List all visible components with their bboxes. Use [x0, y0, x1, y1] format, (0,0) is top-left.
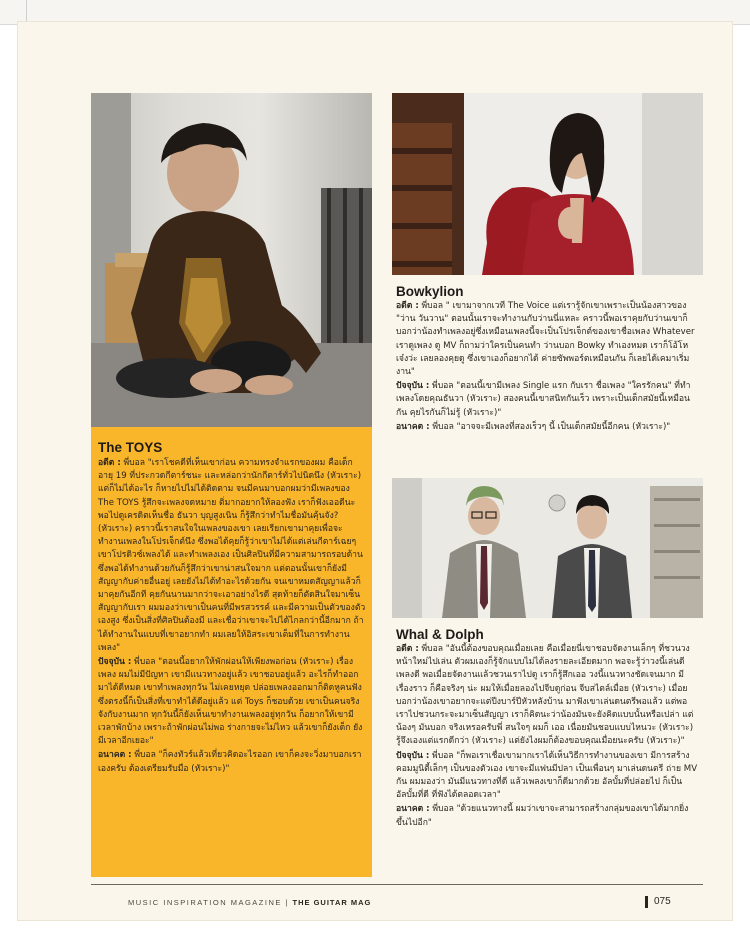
- footer-separator: |: [285, 898, 289, 907]
- present-text: พี่บอล "ตอนนี้อยากให้พักผ่อนให้เพียงพอก่อน (หัวเราะ) เรื่องเพลง ผมไม่มีปัญหา เขามีแนวทางอยู่แล้ว เขาชอบอยู่แล้ว อะไรก็ทำออกมาได้ดีหมด เขาทำเพลงทุกวัน ไม่เคยหยุด ปล่อยเพลงออกมาก็ติดหูคนฟัง ซึ่งตรงนี้ก็เป็นสิ่งที่เขาทำได้ดีอยู่แล้ว แต่ Toys ก็ชอบด้วย เขาเป็นคนจริงจังกับงานมาก ทุกวันนี้ก็ยังเห็นเขาทำงานเพลงอยู่ทุกวัน ก็อยากให้เขามีเวลาพักบ้าง เพราะถ้าพักผ่อนไม่พอ ร่างกายจะไม่ไหว แล้วเขาก็ยังเด็ก ยังมีเวลาอีกเยอะ": [98, 657, 363, 747]
- page-number: 075: [654, 896, 671, 907]
- the-toys-photo: [91, 93, 372, 427]
- footer-rule: [91, 884, 703, 885]
- whal-dolph-past: [396, 643, 698, 749]
- bowkylion-past: [396, 300, 698, 379]
- magazine-brand: THE GUITAR MAG: [292, 898, 372, 907]
- whal-dolph-heading: Whal & Dolph: [396, 627, 484, 642]
- page-number-mark: [645, 896, 648, 908]
- magazine-page: [18, 22, 732, 920]
- whal-dolph-present: [396, 750, 698, 803]
- past-label: อดีต :: [396, 644, 419, 654]
- past-label: อดีต :: [98, 458, 121, 468]
- whal-dolph-photo: [392, 478, 703, 618]
- whal-dolph-article: [396, 643, 698, 831]
- future-text: พี่บอล "ด้วยแนวทางนี้ ผมว่าเขาจะสามารถสร้างกลุ่มของเขาได้มากยิ่งขึ้นไปอีก": [396, 804, 689, 828]
- future-text: พี่บอล "ก็คงทัวร์แล้วเที่ยวคิดอะไรออก เขาก็คงจะวิ่งมาบอกเราเองครับ ต้องเตรียมรับมือ (หัวเราะ)": [98, 750, 362, 774]
- past-text: พี่บอล "อันนี้ต้องขอบคุณเมื่อยเลย คือเมื่อยนี่เขาชอบจัดงานเล็กๆ ที่ชวนวงหน้าใหม่ไปเล่น ตัวผมเองก็รู้จักแบบไม่ได้ลงรายละเอียดมาก พอจะรู้ว่าวงนี้เล่นดี เพลงดี พอเมื่อยจัดงานแล้วชวนเราไปดู เราก็รู้สึกเออ วงนี้แนวทางชัดเจนมาก มีเรื่องราว ก็คือจริงๆ น่ะ ผมให้เมื่อยลองไปจีบดูก่อน จีบสไตล์เมื่อย (หัวเราะ) เมื่อยบอกว่าน้องเขาอยากจะแต่ปีงบาร์ปีหัวหลังบ้าน มาฟังเขาเล่นดนตรีพอแล้ว แต่พอเราไปชวนกระจะมาเซ็นสัญญา เราก็คิดนะว่าน้องมันจะยังคิดแบบนั้นหรือเปล่า แต่น้องๆ มันบอก จริงเหรอครับพี่ สนใจๆ ผมก็ เออ เนื่อยมันชอบแบบไหนวะ (หัวเราะ) รู้จึงเองแต่แรกดีกว่า (หัวเราะ) แต่ยังไงผมก็ต้องขอบคุณเมื่อยนะครับ (หัวเราะ)": [396, 644, 694, 747]
- top-divider: [26, 0, 27, 24]
- future-label: อนาคต :: [98, 750, 132, 761]
- future-text: พี่บอล "อาจจะมีเพลงที่สองเร็วๆ นี้ เป็นเด็กสมัยนี้อีกคน (หัวเราะ)": [432, 421, 671, 432]
- past-text: พี่บอล "เราโชคดีที่เห็นเขาก่อน ความทรงจำแรกของผม คือเด็กอายุ 19 ที่ประกวดกีตาร์ชนะ และหล่อกว่านักกีตาร์ทั่วไปนิดนึง (หัวเราะ) แต่ก็ไม่ได้อะไร ก็หายไปไม่ได้ติดตาม จนมีคนมาบอกผมว่ามีเพลงของ The TOYS รู้สึกจะเพลงจดหมาย ติ่มากอยากให้ลองฟัง เราก็ฟังเออดีนะ พอไปดูเครดิตเห็นชื่อ ธันวา บุญสูงเนิน ก็รู้สึกว่าทำไมชื่อมันคุ้นจัง? (หัวเราะ) คราวนี้เราสนใจในเพลงของเขา เลยเรียกเขามาคุยเพื่อจะทำงานเพลงในโปรเจ็กต์นึง ซึ่งพอได้คุยก็รู้ว่าเขาไม่ได้แต่เล่นกีตาร์เฉยๆ เขาโปรดิวซ์เพลงได้ และทำเพลงเอง เป็นศิลปินที่มีความสามารถรอบด้าน ซึ่งพอได้ทำงานด้วยกันก็รู้สึกว่าเขาน่าสนใจมาก แต่ตอนนั้นเขาก็ยังมีสัญญากับค่ายอื่นอยู่ เลยยังไม่ได้ทำอะไรด้วยกัน จนเขาหมดสัญญาแล้วก็มาคุยกันอีกที คุยกันนานมากว่าจะเอาอย่างไรดี สุดท้ายก็ตัดสินใจมาเซ็นสัญญากับเรา ผมมองว่าเขาเป็นคนที่มีพรสวรรค์ และมีความเป็นตัวของตัวเองสูง ซึ่งเป็นสิ่งที่ศิลปินต้องมี และเชื่อว่าเขาจะไปได้ไกลกว่านี้อีกมาก ถ้าได้ทำงานในแบบที่เขาอยากทำ ผมเลยให้อิสระเขาเต็มที่ในการทำงานเพลง": [98, 458, 366, 653]
- whal-dolph-future: [396, 803, 698, 829]
- present-text: พี่บอล "ตอนนี้เขามีเพลง Single แรก กับเรา ชื่อเพลง "ใครรักคน" ที่ทำเพลงโดยคุณธันวา (หัวเราะ) สองคนนี้เขาสนิทกันเร็ว เพราะเป็นเด็กสมัยนี้เหมือนกัน คุยไรกันก็ไม่รู้ (หัวเราะ)": [396, 381, 691, 418]
- present-label: ปัจจุบัน :: [98, 657, 132, 668]
- bowkylion-present: [396, 380, 698, 420]
- bowkylion-future: [396, 421, 698, 434]
- the-toys-past: [98, 457, 366, 655]
- magazine-tagline: MUSIC INSPIRATION MAGAZINE: [128, 898, 282, 907]
- past-label: อดีต :: [396, 301, 419, 311]
- present-label: ปัจจุบัน :: [396, 750, 430, 761]
- future-label: อนาคต :: [396, 804, 430, 815]
- future-label: อนาคต :: [396, 421, 430, 432]
- past-text: พี่บอล " เขามาจากเวที The Voice แต่เรารู้จักเขาเพราะเป็นน้องสาวของ "ว่าน วันวาน" ตอนนั้นเราจะทำงานกับว่านนี่แหละ คราวนี้พอเราคุยกับว่านเขาก็บอกว่าน้องทำเพลงอยู่ซึ่งเหมือนเพลงนี้จะเป็นโปรเจ็กต์ของเขาชื่อเพลง Whatever เราดูเพลง ดู MV ก็ถามว่าใครเป็นคนทำ ว่านบอก Bowky ทำเองหมด เราก็โอ้โห เจ๋งว่ะ เลยลองคุยดู ซึ่งเขาเองก็อยากได้ ค่ายซัพพอร์ตเหมือนกัน ก็เลยได้เคมาเริ่มงาน": [396, 301, 695, 378]
- bowkylion-heading: Bowkylion: [396, 284, 464, 299]
- the-toys-future: [98, 749, 366, 775]
- the-toys-present: [98, 656, 366, 748]
- bowkylion-photo: [392, 93, 703, 275]
- the-toys-heading: The TOYS: [98, 440, 163, 455]
- footer-credit: [128, 898, 371, 907]
- present-text: พี่บอล "ก็พอเราเชื่อเขามากเราได้เห็นวิธีการทำงานของเขา มีการสร้างคอมมูนิตี้เล็กๆ เป็นของตัวเอง เขาจะมีแฟนมีปลา เป็นเพื่อนๆ มาเล่นดนตรี ถ่าย MV กัน ผมมองว่า มันมีแนวทางที่ดี แล้วเพลงเขาก็ดีมากด้วย อัลบั้มที่ปล่อยไป ก็เป็นอัลบั้มที่ดี ที่ฟังได้ตลอดเวลา": [396, 750, 698, 801]
- bowkylion-article: [396, 300, 698, 435]
- present-label: ปัจจุบัน :: [396, 381, 430, 392]
- the-toys-article: [98, 457, 366, 777]
